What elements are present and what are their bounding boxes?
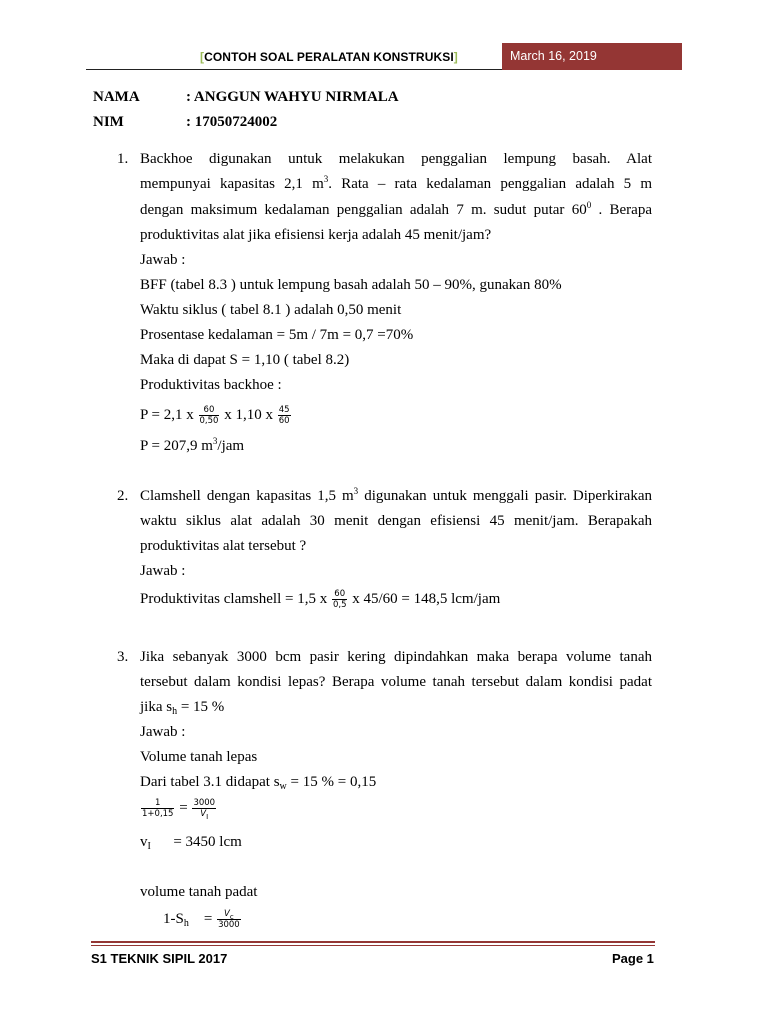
q3-eq2-sub: h (183, 918, 189, 929)
header-title-text: CONTOH SOAL PERALATAN KONSTRUKSI (204, 50, 454, 64)
q2-formula-post: x 45/60 = 148,5 lcm/jam (348, 591, 501, 607)
q3-result-a: v (140, 834, 148, 850)
nim-value: : 17050724002 (186, 114, 278, 130)
q3-eq2-num (217, 909, 241, 920)
q1-number: 1. (117, 151, 129, 167)
q1-line3-sup: 0 (586, 200, 592, 210)
q3-jawab: Jawab : (140, 724, 186, 740)
q3-line3-b: = 15 % (177, 699, 225, 715)
header-date: March 16, 2019 (502, 43, 682, 70)
footer-page-number: Page 1 (612, 951, 654, 966)
q3-eq1-right-den-sub: I (206, 813, 209, 822)
q3-eq1-right-num: 3000 (193, 798, 216, 809)
q2-line1-a: Clamshell dengan kapasitas 1,5 m (140, 488, 354, 504)
q3-result (140, 833, 242, 851)
q2-line3: produktivitas alat tersebut ? (140, 538, 307, 554)
q1-result-sup: 3 (212, 436, 218, 446)
header-rule (86, 69, 502, 70)
q3-eq1-left-den: 1+0,15 (142, 809, 174, 820)
q1-line4: produktivitas alat jika efisiensi kerja adalah 45 menit/jam? (140, 227, 492, 243)
q3-eq1-equals: = (179, 800, 188, 816)
q2-number: 2. (117, 488, 129, 504)
q1-answer-5: Produktivitas backhoe : (140, 377, 282, 393)
q1-answer-4: Maka di dapat S = 1,10 ( tabel 8.2) (140, 352, 350, 368)
q3-result-sub: I (147, 841, 151, 852)
q1-result-post: /jam (217, 438, 245, 454)
q3-line1: Jika sebanyak 3000 bcm pasir kering dipindahkan maka berapa volume tanah (140, 649, 652, 665)
q1-fraction-2-den: 60 (278, 416, 290, 427)
q2-jawab: Jawab : (140, 563, 186, 579)
q3-eq1-right-fraction (192, 798, 216, 822)
q1-fraction-1-num: 60 (199, 405, 220, 416)
q3-eq1-right-den (192, 809, 216, 822)
q3-answer-2-b: = 15 % = 0,15 (286, 774, 377, 790)
name-label: NAMA (93, 89, 140, 105)
q3-line3-sub: h (172, 706, 178, 717)
q1-line2-b: . Rata – rata kedalaman penggalian adalah 5 m (328, 176, 652, 192)
q2-line1 (140, 487, 652, 505)
q1-fraction-1-den: 0,50 (199, 416, 219, 427)
q3-equation-1 (140, 797, 217, 822)
footer-course: S1 TEKNIK SIPIL 2017 (91, 951, 228, 966)
q2-line2: waktu siklus alat adalah 30 menit dengan efisiensi 45 menit/jam. Berapakah (140, 513, 652, 529)
q2-fraction-num: 60 (332, 589, 348, 600)
q3-eq2-a: 1-S (163, 911, 184, 927)
q3-answer-2-a: Dari tabel 3.1 didapat s (140, 774, 280, 790)
q1-fraction-2 (278, 405, 291, 426)
q3-line2: tersebut dalam kondisi lepas? Berapa volume tanah tersebut dalam kondisi padat (140, 674, 652, 690)
q3-answer-3: volume tanah padat (140, 884, 258, 900)
q1-formula (140, 404, 292, 426)
q3-equation-2 (163, 908, 242, 930)
q3-line3 (140, 698, 224, 716)
q3-eq1-left-num: 1 (141, 798, 174, 809)
q1-line3 (140, 201, 652, 219)
q3-eq2-den: 3000 (218, 920, 240, 931)
q2-line1-sup: 3 (353, 486, 359, 496)
q1-result (140, 437, 244, 455)
q2-line1-b: digunakan untuk menggali pasir. Diperkirakan (358, 488, 652, 504)
q1-jawab: Jawab : (140, 252, 186, 268)
q3-result-b: = 3450 lcm (150, 834, 242, 850)
q1-line3-text: dengan maksimum kedalaman penggalian adalah 7 m. sudut putar 60 (140, 202, 587, 218)
q1-line2-a: mempunyai kapasitas 2,1 m (140, 176, 324, 192)
q3-eq1-left-fraction (141, 798, 174, 819)
bracket-open: [ (200, 50, 205, 64)
q2-fraction (332, 589, 348, 610)
footer-rule-thick (91, 941, 655, 943)
q3-eq2-num-var: V (224, 909, 230, 920)
q1-line3-end: . Berapa (591, 202, 652, 218)
q1-fraction-2-num: 45 (278, 405, 290, 416)
q1-line2-sup: 3 (323, 174, 329, 184)
q1-result-pre: P = 207,9 m (140, 438, 213, 454)
footer-rule-thin (91, 945, 655, 946)
q3-answer-1: Volume tanah lepas (140, 749, 258, 765)
q3-number: 3. (117, 649, 129, 665)
bracket-close: ] (453, 50, 458, 64)
nim-label: NIM (93, 114, 124, 130)
q1-answer-2: Waktu siklus ( tabel 8.1 ) adalah 0,50 menit (140, 302, 402, 318)
q3-answer-2 (140, 773, 376, 791)
q1-line2 (140, 175, 652, 193)
q3-eq1-right-den-var: V (200, 809, 207, 820)
q3-eq2-num-sub: c (229, 913, 234, 922)
q2-fraction-den: 0,5 (332, 600, 347, 611)
q1-answer-3: Prosentase kedalaman = 5m / 7m = 0,7 =70% (140, 327, 414, 343)
q3-line3-a: jika s (140, 699, 173, 715)
q1-answer-1: BFF (tabel 8.3 ) untuk lempung basah adalah 50 – 90%, gunakan 80% (140, 277, 562, 293)
q1-fraction-1 (199, 405, 220, 426)
q1-formula-pre: P = 2,1 x (140, 407, 194, 423)
q2-formula-pre: Produktivitas clamshell = 1,5 x (140, 591, 328, 607)
q3-eq2-fraction (217, 909, 241, 930)
q1-line1: Backhoe digunakan untuk melakukan penggalian lempung basah. Alat (140, 151, 652, 167)
name-value: : ANGGUN WAHYU NIRMALA (186, 89, 399, 105)
q1-formula-mid: x 1,10 x (224, 407, 273, 423)
q3-eq2-b: = (188, 911, 213, 927)
q2-formula (140, 588, 500, 610)
header-title (200, 50, 458, 64)
q3-answer-2-sub: w (279, 781, 287, 792)
